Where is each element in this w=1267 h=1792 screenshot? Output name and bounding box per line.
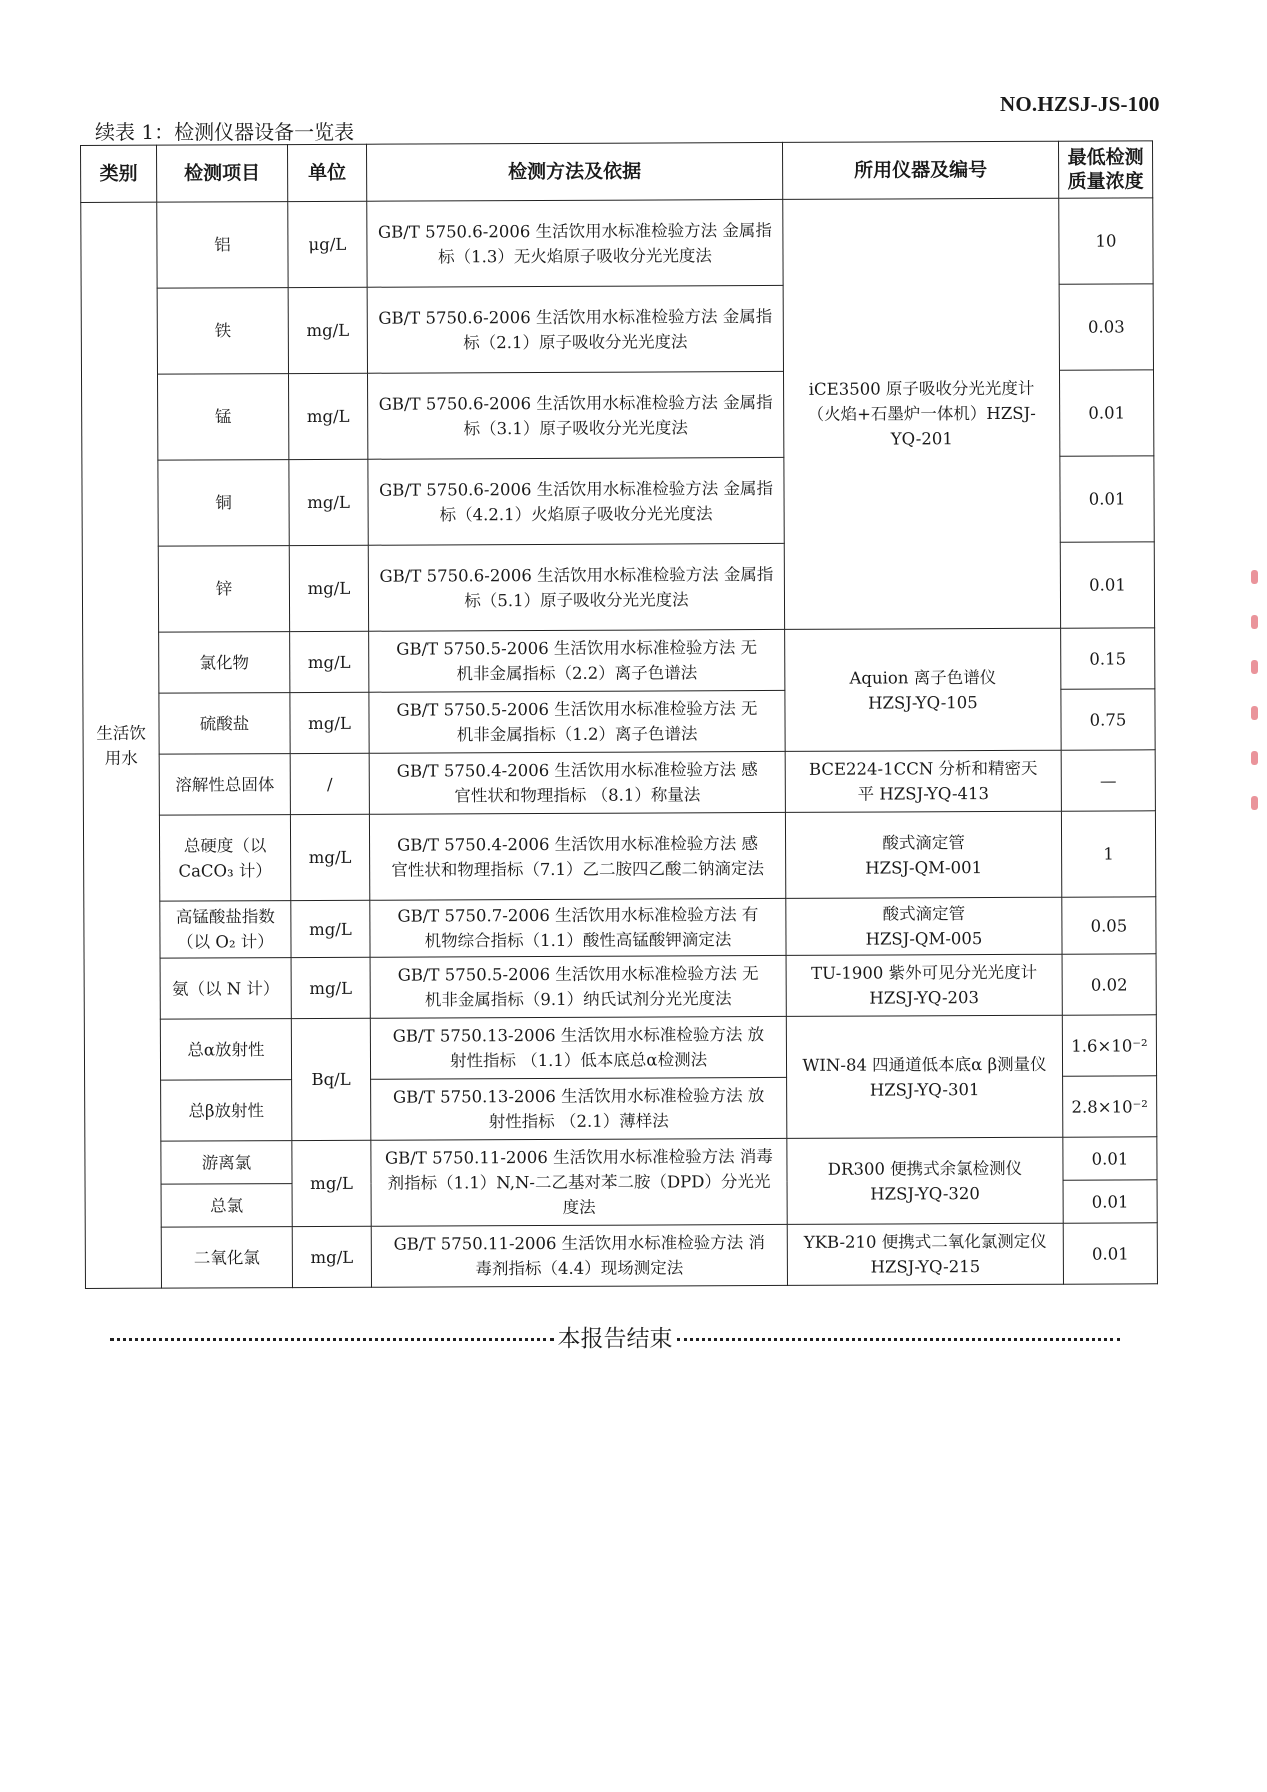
- method-cell: GB/T 5750.7-2006 生活饮用水标准检验方法 有机物综合指标（1.1）酸性高锰酸钾滴定法: [370, 898, 786, 957]
- unit-cell: /: [290, 753, 369, 814]
- instrument-cell: TU-1900 紫外可见分光光度计 HZSJ-YQ-203: [786, 954, 1062, 1016]
- table-row: [84, 1015, 1156, 1081]
- report-end-line: [110, 1320, 1120, 1353]
- category-cell: 生活饮用水: [81, 202, 162, 1288]
- dotted-leader-right: [677, 1338, 1121, 1341]
- item-cell: 氯化物: [159, 632, 290, 694]
- unit-cell: μg/L: [288, 201, 367, 287]
- instrument-cell-chlorine: DR300 便携式余氯检测仪 HZSJ-YQ-320: [787, 1137, 1063, 1224]
- instrument-cell: BCE224-1CCN 分析和精密天平 HZSJ-YQ-413: [785, 750, 1061, 812]
- limit-cell: 1.6×10⁻²: [1062, 1015, 1156, 1076]
- method-cell: GB/T 5750.6-2006 生活饮用水标准检验方法 金属指标（4.2.1）火焰原子吸收分光光度法: [368, 457, 784, 545]
- method-cell: GB/T 5750.6-2006 生活饮用水标准检验方法 金属指标（1.3）无火焰原子吸收分光光度法: [367, 199, 783, 287]
- method-cell: GB/T 5750.6-2006 生活饮用水标准检验方法 金属指标（2.1）原子吸收分光光度法: [367, 285, 783, 373]
- limit-cell: 0.03: [1059, 284, 1153, 370]
- table-caption: 续表 1：检测仪器设备一览表: [95, 120, 355, 144]
- limit-cell: 0.75: [1061, 689, 1155, 750]
- table-row: [83, 750, 1155, 816]
- limit-cell: 0.15: [1061, 628, 1155, 689]
- table-row: [85, 1137, 1157, 1185]
- document-number: NO.HZSJ-JS-100: [1000, 92, 1160, 116]
- method-cell: GB/T 5750.11-2006 生活饮用水标准检验方法 消毒剂指标（4.4）现场测定法: [371, 1224, 787, 1287]
- unit-cell: mg/L: [291, 900, 370, 957]
- method-cell: GB/T 5750.5-2006 生活饮用水标准检验方法 无机非金属指标（1.2）离子色谱法: [369, 690, 785, 753]
- item-cell: 铜: [158, 460, 289, 547]
- limit-cell: 10: [1059, 198, 1153, 284]
- method-cell-chlorine: GB/T 5750.11-2006 生活饮用水标准检验方法 消毒剂指标（1.1）N,N-二乙基对苯二胺（DPD）分光光度法: [371, 1138, 787, 1226]
- method-cell: GB/T 5750.13-2006 生活饮用水标准检验方法 放射性指标 （1.1）低本底总α检测法: [370, 1016, 786, 1079]
- table-row: [84, 954, 1156, 1020]
- table-row: [81, 198, 1153, 289]
- item-cell: 溶解性总固体: [159, 754, 290, 816]
- instrument-cell: 酸式滴定管 HZSJ-QM-005: [786, 897, 1062, 955]
- unit-cell-chlorine: mg/L: [292, 1140, 371, 1226]
- table-row: [83, 628, 1155, 694]
- method-cell: GB/T 5750.4-2006 生活饮用水标准检验方法 感官性状和物理指标 （8.1）称量法: [369, 751, 785, 814]
- header-category: 类别: [81, 145, 157, 202]
- item-cell: 总α放射性: [160, 1019, 291, 1081]
- unit-cell: mg/L: [291, 957, 370, 1018]
- method-cell: GB/T 5750.5-2006 生活饮用水标准检验方法 无机非金属指标（9.1）纳氏试剂分光光度法: [370, 955, 786, 1018]
- red-stamp-fragment: [1245, 570, 1263, 810]
- limit-cell: 2.8×10⁻²: [1063, 1076, 1157, 1137]
- item-cell: 总硬度（以 CaCO₃ 计）: [159, 815, 290, 902]
- header-method: 检测方法及依据: [366, 142, 782, 201]
- limit-cell: —: [1061, 750, 1155, 811]
- limit-cell: 0.01: [1063, 1223, 1157, 1284]
- instrument-cell-radio: WIN-84 四通道低本底α β测量仪 HZSJ-YQ-301: [786, 1015, 1063, 1138]
- limit-cell: 1: [1061, 811, 1155, 897]
- instrument-cell: YKB-210 便携式二氧化氯测定仪 HZSJ-YQ-215: [787, 1223, 1063, 1285]
- unit-cell-radio: Bq/L: [291, 1018, 371, 1140]
- table-row: [85, 1223, 1157, 1289]
- report-end-text: 本报告结束: [557, 1326, 673, 1352]
- limit-cell: 0.01: [1063, 1137, 1157, 1180]
- unit-cell: mg/L: [289, 545, 368, 631]
- limit-cell: 0.01: [1060, 456, 1154, 542]
- item-cell: 锌: [158, 546, 289, 633]
- table-row: [84, 897, 1156, 959]
- unit-cell: mg/L: [290, 631, 369, 692]
- limit-cell: 0.01: [1059, 370, 1153, 456]
- unit-cell: mg/L: [290, 692, 369, 753]
- item-cell: 氨（以 N 计）: [160, 958, 291, 1020]
- header-unit: 单位: [288, 144, 367, 201]
- limit-cell: 0.02: [1062, 954, 1156, 1015]
- limit-cell: 0.01: [1060, 542, 1154, 628]
- header-item: 检测项目: [157, 145, 288, 203]
- instrument-table: [80, 140, 1158, 1289]
- method-cell: GB/T 5750.5-2006 生活饮用水标准检验方法 无机非金属指标（2.2）离子色谱法: [369, 629, 785, 692]
- instrument-cell: 酸式滴定管 HZSJ-QM-001: [785, 811, 1061, 898]
- instrument-cell-aas: iCE3500 原子吸收分光光度计（火焰+石墨炉一体机）HZSJ-YQ-201: [783, 198, 1061, 629]
- dotted-leader-left: [110, 1338, 554, 1341]
- method-cell: GB/T 5750.6-2006 生活饮用水标准检验方法 金属指标（3.1）原子吸收分光光度法: [367, 371, 783, 459]
- item-cell: 铁: [157, 288, 288, 375]
- limit-cell: 0.01: [1063, 1180, 1157, 1223]
- unit-cell: mg/L: [292, 1226, 371, 1287]
- item-cell: 总β放射性: [161, 1080, 292, 1142]
- item-cell: 铝: [157, 202, 288, 289]
- method-cell: GB/T 5750.13-2006 生活饮用水标准检验方法 放射性指标 （2.1）薄样法: [371, 1077, 787, 1140]
- unit-cell: mg/L: [288, 373, 367, 459]
- table-row: [83, 811, 1155, 902]
- item-cell: 二氧化氯: [161, 1227, 292, 1289]
- item-cell: 锰: [158, 374, 289, 461]
- unit-cell: mg/L: [290, 814, 369, 900]
- item-cell: 硫酸盐: [159, 693, 290, 755]
- header-instrument: 所用仪器及编号: [782, 141, 1058, 199]
- unit-cell: mg/L: [288, 287, 367, 373]
- method-cell: GB/T 5750.4-2006 生活饮用水标准检验方法 感官性状和物理指标（7.1）乙二胺四乙酸二钠滴定法: [369, 812, 785, 900]
- header-limit: 最低检测质量浓度: [1058, 141, 1152, 198]
- item-cell: 总氯: [161, 1184, 292, 1228]
- unit-cell: mg/L: [289, 459, 368, 545]
- item-cell: 游离氯: [161, 1141, 292, 1185]
- item-cell: 高锰酸盐指数（以 O₂ 计）: [160, 901, 291, 959]
- method-cell: GB/T 5750.6-2006 生活饮用水标准检验方法 金属指标（5.1）原子吸收分光光度法: [368, 543, 784, 631]
- limit-cell: 0.05: [1062, 897, 1156, 954]
- instrument-cell-ic: Aquion 离子色谱仪 HZSJ-YQ-105: [785, 628, 1062, 751]
- header-row: [81, 141, 1153, 203]
